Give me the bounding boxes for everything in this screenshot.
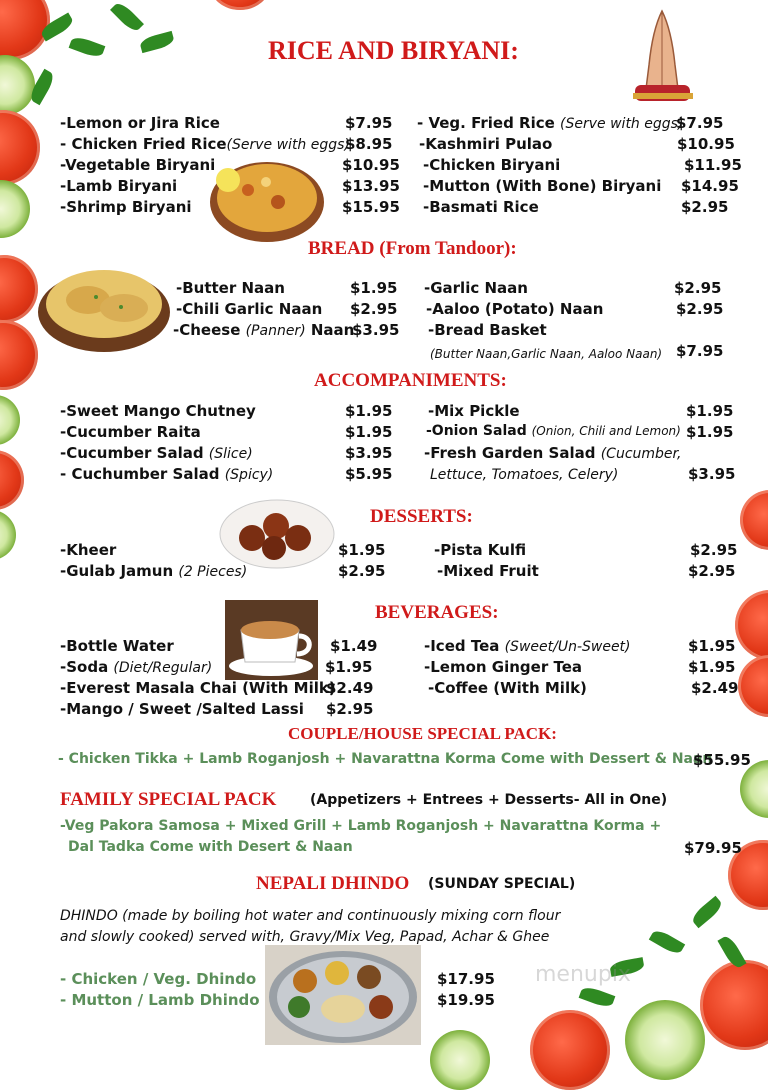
menu-item-price: $2.95 (690, 541, 738, 559)
menu-item-name: -Bottle Water (60, 637, 174, 655)
menu-item-price: $11.95 (684, 156, 742, 174)
couple-pack-price: $55.95 (693, 751, 751, 769)
menu-item-name: -Everest Masala Chai (With Milk) (60, 679, 336, 697)
beverages-section-title: BEVERAGES: (375, 602, 499, 623)
menu-item-name: -Cheese (Panner) Naan (173, 321, 355, 339)
accompaniments-section-title: ACCOMPANIMENTS: (314, 370, 507, 391)
herb-leaf-icon (139, 31, 175, 53)
family-pack-line: -Veg Pakora Samosa + Mixed Grill + Lamb Roganjosh + Navarattna Korma + (60, 818, 662, 834)
couple-pack-title: COUPLE/HOUSE SPECIAL PACK: (288, 724, 557, 743)
menu-item-name: -Iced Tea (Sweet/Un-Sweet) (424, 637, 631, 655)
menu-item-name: -Cucumber Salad (Slice) (60, 444, 253, 462)
menu-item-price: $10.95 (342, 156, 400, 174)
tomato-slice-icon (0, 450, 24, 510)
menu-item-name: -Chicken Biryani (423, 156, 561, 174)
namaste-hands-icon (605, 5, 720, 105)
dhindo-subtitle: (SUNDAY SPECIAL) (428, 876, 576, 892)
menu-item-price: $1.95 (350, 279, 398, 297)
menu-item-price: $1.95 (338, 541, 386, 559)
family-pack-price: $79.95 (684, 839, 742, 857)
family-pack-title: FAMILY SPECIAL PACK (60, 789, 277, 810)
menu-item-name: -Sweet Mango Chutney (60, 402, 256, 420)
cucumber-slice-icon (0, 510, 16, 560)
couple-pack-description: - Chicken Tikka + Lamb Roganjosh + Navarattna Korma Come with Dessert & Naan (58, 751, 713, 767)
menu-item-name: -Kheer (60, 541, 117, 559)
menu-item-price: $1.95 (345, 423, 393, 441)
menu-item-price: $2.95 (338, 562, 386, 580)
menu-item-price: $3.95 (345, 444, 393, 462)
menu-item-note: (Butter Naan,Garlic Naan, Aaloo Naan) (430, 347, 663, 361)
dhindo-title: NEPALI DHINDO (256, 873, 410, 894)
menu-item-name: -Butter Naan (176, 279, 285, 297)
dhindo-description: DHINDO (made by boiling hot water and continuously mixing corn flour (60, 908, 561, 924)
herb-leaf-icon (689, 896, 724, 929)
menu-item-price: $2.49 (326, 679, 374, 697)
menu-item-price: $2.95 (676, 300, 724, 318)
rice-section-title: RICE AND BIRYANI: (268, 36, 519, 65)
menu-item-name: -Mutton (With Bone) Biryani (423, 177, 662, 195)
tomato-slice-icon (738, 655, 768, 717)
menu-item-price: $14.95 (681, 177, 739, 195)
menu-item-price: $2.95 (350, 300, 398, 318)
menu-item-name: -Vegetable Biryani (60, 156, 216, 174)
menu-item-name: - Cuchumber Salad (Spicy) (60, 465, 274, 483)
cucumber-slice-icon (0, 55, 35, 115)
menu-item-price: $10.95 (677, 135, 735, 153)
menu-item-price: $5.95 (345, 465, 393, 483)
cucumber-slice-icon (0, 395, 20, 445)
menu-item-price: $17.95 (437, 970, 495, 988)
tomato-slice-icon (530, 1010, 610, 1090)
menu-item-price: $19.95 (437, 991, 495, 1009)
menu-item-price: $1.95 (325, 658, 373, 676)
menu-item-price: $2.95 (326, 700, 374, 718)
menu-item-name: - Mutton / Lamb Dhindo (60, 991, 260, 1009)
menu-item-name: - Chicken Fried Rice(Serve with eggs) (60, 135, 350, 153)
dhindo-description: and slowly cooked) served with, Gravy/Mix Veg, Papad, Achar & Ghee (60, 929, 550, 945)
herb-leaf-icon (69, 35, 106, 60)
menu-item-note: Lettuce, Tomatoes, Celery) (430, 467, 619, 483)
herb-leaf-icon (649, 927, 685, 956)
menu-item-price: $3.95 (688, 465, 736, 483)
tomato-slice-icon (740, 490, 768, 550)
menu-item-name: -Gulab Jamun (2 Pieces) (60, 562, 248, 580)
menu-item-name: -Shrimp Biryani (60, 198, 192, 216)
menu-item-price: $7.95 (345, 114, 393, 132)
bread-section-title: BREAD (From Tandoor): (308, 238, 517, 259)
menu-item-name: - Veg. Fried Rice (Serve with eggs) (417, 114, 684, 132)
menu-item-price: $2.95 (674, 279, 722, 297)
menu-item-price: $8.95 (345, 135, 393, 153)
tomato-slice-icon (210, 0, 270, 10)
menu-item-price: $1.49 (330, 637, 378, 655)
menu-item-name: -Soda (Diet/Regular) (60, 658, 213, 676)
menu-item-name: -Lamb Biryani (60, 177, 178, 195)
naan-basket-image (36, 252, 172, 356)
herb-leaf-icon (110, 0, 144, 34)
menu-item-name: -Mixed Fruit (437, 562, 539, 580)
watermark: menupix (535, 962, 631, 987)
menu-item-name: - Chicken / Veg. Dhindo (60, 970, 257, 988)
menu-item-price: $1.95 (686, 402, 734, 420)
cucumber-slice-icon (0, 180, 30, 238)
tomato-slice-icon (735, 590, 768, 660)
menu-item-name: -Pista Kulfi (434, 541, 527, 559)
menu-item-name: -Coffee (With Milk) (428, 679, 587, 697)
family-pack-subtitle: (Appetizers + Entrees + Desserts- All in One) (310, 792, 668, 808)
menu-item-price: $1.95 (345, 402, 393, 420)
menu-item-name: -Garlic Naan (424, 279, 528, 297)
menu-item-price: $1.95 (686, 423, 734, 441)
desserts-section-title: DESSERTS: (370, 506, 473, 527)
menu-item-price: $7.95 (676, 342, 724, 360)
chai-cup-image (225, 600, 318, 680)
menu-item-name: -Bread Basket (428, 321, 547, 339)
menu-item-price: $2.95 (681, 198, 729, 216)
cucumber-slice-icon (430, 1030, 490, 1090)
menu-item-name: -Mango / Sweet /Salted Lassi (60, 700, 304, 718)
tomato-slice-icon (0, 320, 38, 390)
menu-item-name: -Kashmiri Pulao (419, 135, 553, 153)
menu-item-price: $2.49 (691, 679, 739, 697)
menu-item-name: -Cucumber Raita (60, 423, 201, 441)
menu-item-price: $1.95 (688, 658, 736, 676)
menu-item-name: -Mix Pickle (428, 402, 520, 420)
menu-item-name: -Basmati Rice (423, 198, 539, 216)
menu-item-name: -Chili Garlic Naan (176, 300, 323, 318)
menu-item-price: $2.95 (688, 562, 736, 580)
menu-item-name: -Lemon Ginger Tea (424, 658, 582, 676)
dhindo-thali-image (265, 945, 421, 1045)
tomato-slice-icon (700, 960, 768, 1050)
cucumber-slice-icon (625, 1000, 705, 1080)
menu-item-price: $1.95 (688, 637, 736, 655)
gulab-jamun-image (218, 492, 336, 572)
menu-item-name: -Aaloo (Potato) Naan (426, 300, 604, 318)
tomato-slice-icon (0, 255, 38, 323)
biryani-bowl-image (208, 152, 326, 244)
menu-item-price: $7.95 (676, 114, 724, 132)
menu-item-name: -Onion Salad (Onion, Chili and Lemon) (426, 423, 681, 439)
menu-item-name: -Fresh Garden Salad (Cucumber, (424, 444, 682, 462)
menu-item-name: -Lemon or Jira Rice (60, 114, 220, 132)
menu-item-price: $13.95 (342, 177, 400, 195)
menu-item-price: $3.95 (352, 321, 400, 339)
menu-item-price: $15.95 (342, 198, 400, 216)
tomato-slice-icon (0, 110, 40, 185)
herb-leaf-icon (579, 985, 616, 1010)
family-pack-line: Dal Tadka Come with Desert & Naan (68, 839, 353, 855)
